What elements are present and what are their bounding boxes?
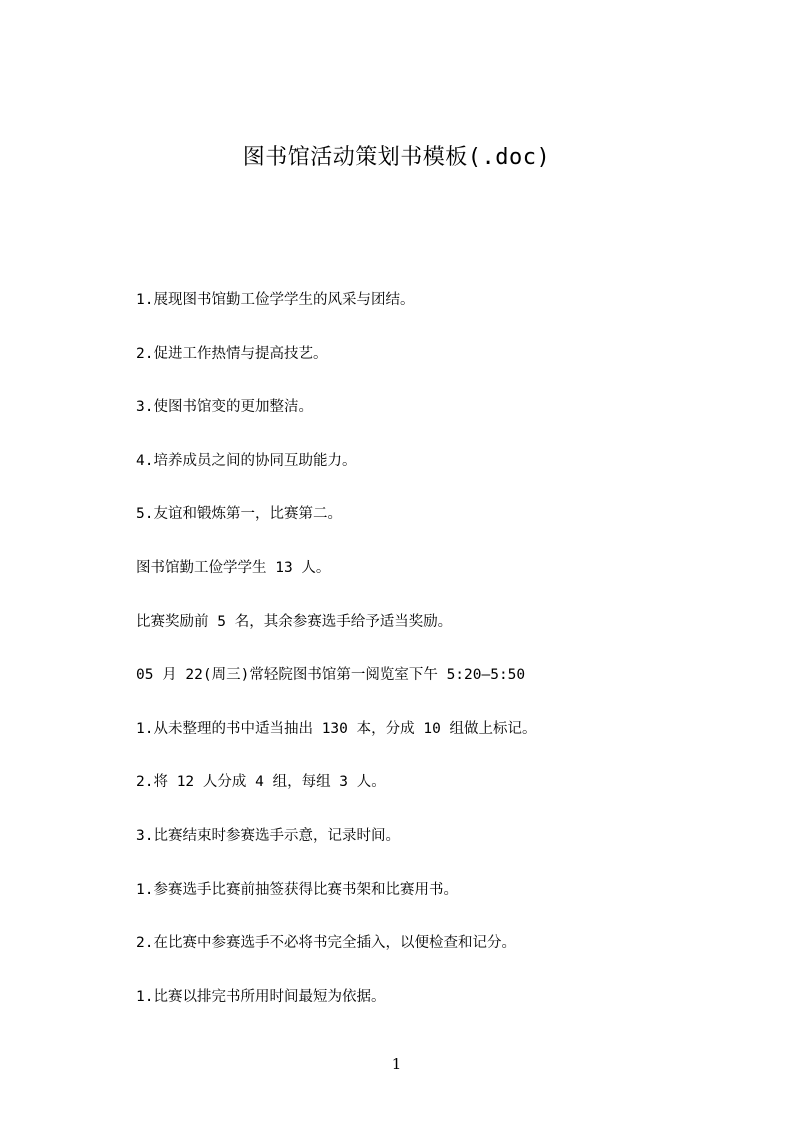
paragraph: 图书馆勤工俭学学生 13 人。 — [136, 559, 331, 576]
page-number: 1 — [391, 1055, 402, 1073]
document-title: 图书馆活动策划书模板(.doc) — [242, 145, 551, 170]
paragraph: 2.在比赛中参赛选手不必将书完全插入，以便检查和记分。 — [136, 935, 516, 952]
paragraph: 1.比赛以排完书所用时间最短为依据。 — [136, 988, 386, 1005]
paragraph: 4.培养成员之间的协同互助能力。 — [136, 452, 357, 469]
paragraph: 比赛奖励前 5 名，其余参赛选手给予适当奖励。 — [136, 613, 453, 630]
paragraph: 3.使图书馆变的更加整洁。 — [136, 399, 313, 416]
paragraph: 3.比赛结束时参赛选手示意，记录时间。 — [136, 827, 400, 844]
paragraph: 05 月 22(周三)常轻院图书馆第一阅览室下午 5:20—5:50 — [136, 667, 526, 684]
paragraph: 1.参赛选手比赛前抽签获得比赛书架和比赛用书。 — [136, 881, 458, 898]
paragraph: 1.展现图书馆勤工俭学学生的风采与团结。 — [136, 292, 415, 308]
paragraph: 5.友谊和锻炼第一，比赛第二。 — [136, 506, 342, 523]
document-body — [136, 288, 696, 1038]
paragraph: 2.将 12 人分成 4 组，每组 3 人。 — [136, 774, 386, 791]
paragraph: 1.从未整理的书中适当抽出 130 本，分成 10 组做上标记。 — [136, 720, 537, 737]
paragraph: 2.促进工作热情与提高技艺。 — [136, 345, 328, 362]
